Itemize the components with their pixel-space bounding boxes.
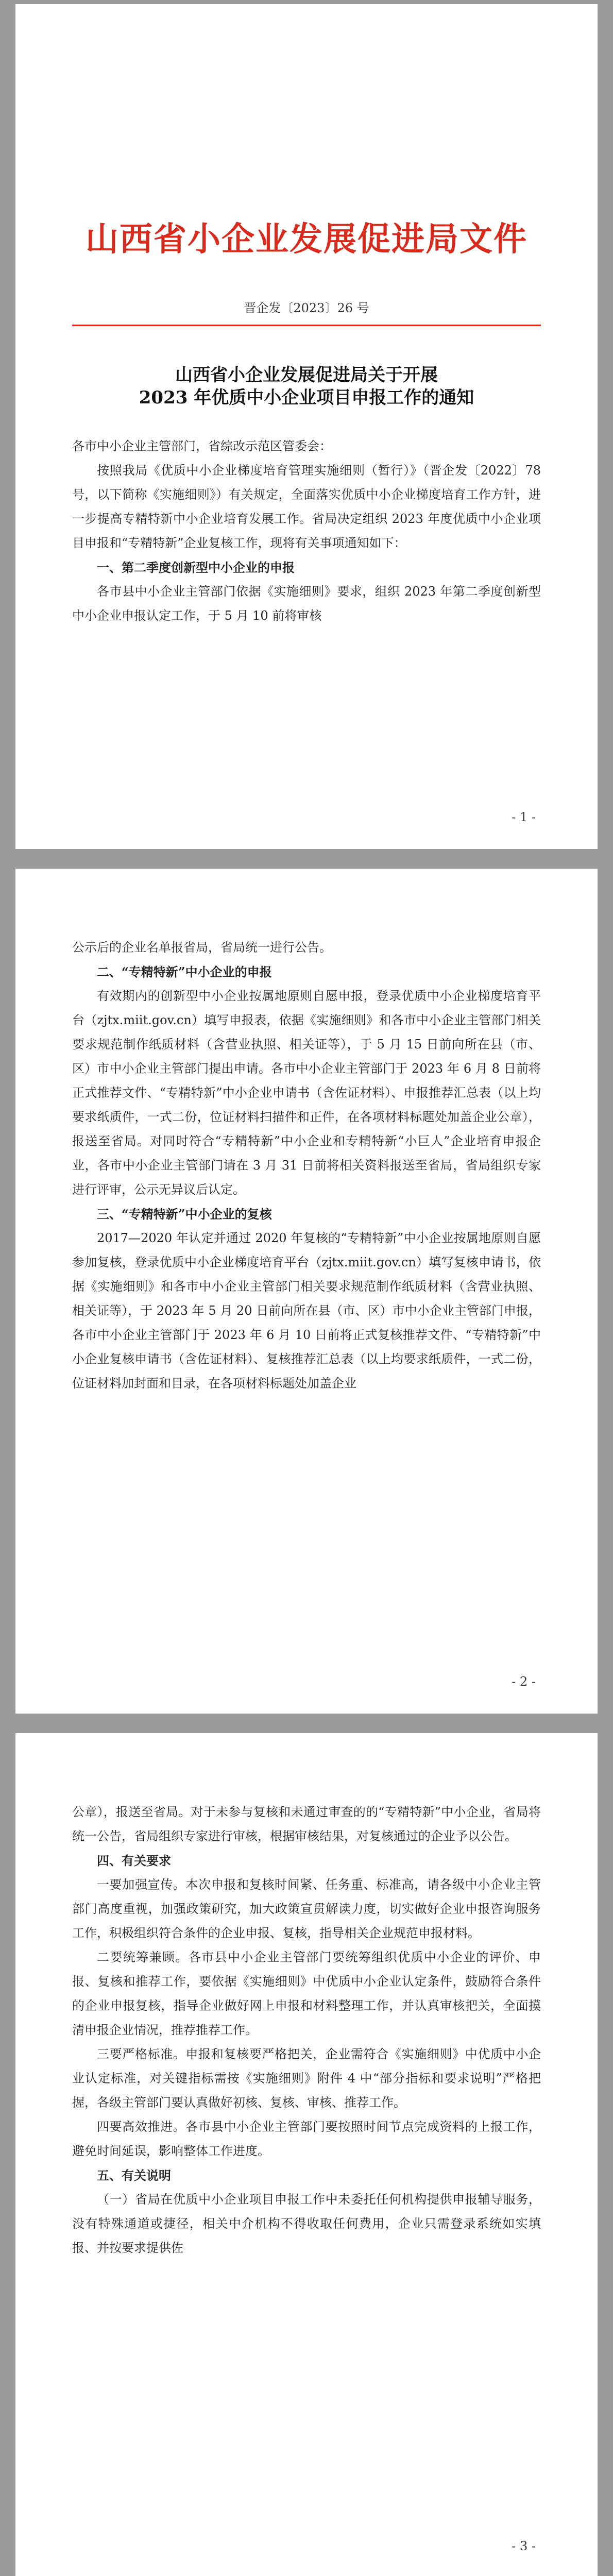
page-number: - 1 - <box>512 810 536 824</box>
paragraph: 公示后的企业名单报省局，省局统一进行公告。 <box>72 940 332 955</box>
paragraph: 各市县中小企业主管部门依据《实施细则》要求，组织 2023 年第二季度创新型中小企业申报认定工作，于 5 月 10 前将审核 <box>72 584 541 623</box>
paragraph: 一要加强宣传。本次申报和复核时间紧、任务重、标准高，请各级中小企业主管部门高度重视，加强政策研究，加大政策宣贯解读力度，切实做好企业申报咨询服务工作，积极组织符合条件的企业申报、复核，指导相关企业规范申报材料。 <box>72 1877 541 1940</box>
paragraph: 按照我局《优质中小企业梯度培育管理实施细则（暂行）》（晋企发〔2022〕78 号，以下简称《实施细则》）有关规定，全面落实优质中小企业梯度培育工作方针，进一步提高专精特新中小企业培育发展工作。省局决定组织 2023 年度优质中小企业项目申报和“专精特新”企业复核工作，现将有关事项通知如下： <box>72 463 541 550</box>
paragraph: 有效期内的创新型中小企业按属地原则自愿申报，登录优质中小企业梯度培育平台（zjtx.miit.gov.cn）填写申报表，依据《实施细则》和各市中小企业主管部门相关要求规范制作纸质材料（含营业执照、相关证等），于 5 月 15 日前向所在县（市、区）市中小企业主管部门提出申请。各市中小企业主管部门于 2023 年 6 月 8 日前将正式推荐文件、“专精特新”中小企业申请书（含佐证材料）、申报推荐汇总表（以上均要求纸质件，一式二份，位证材料扫描件和正件，在各项材料标题处加盖企业公章），报送至省局。对同时符合“专精特新”中小企业和专精特新“小巨人”企业培育申报企业，各市中小企业主管部门请在 3 月 31 日前将相关资料报送至省局，省局组织专家进行评审，公示无异议后认定。 <box>72 989 541 1197</box>
red-divider <box>72 325 541 326</box>
paragraph: （一）省局在优质中小企业项目申报工作中未委托任何机构提供申报辅导服务，没有特殊通道或捷径，相关中介机构不得收取任何费用，企业只需登录系统如实填报、并按要求提供佐 <box>72 2192 541 2255</box>
salutation: 各市中小企业主管部门，省综改示范区管委会： <box>72 439 332 453</box>
document-number: 晋企发〔2023〕26 号 <box>244 301 369 315</box>
body-page-1 <box>72 434 541 628</box>
body-page-3 <box>72 1800 541 2260</box>
title-line-1: 山西省小企业发展促进局关于开展 <box>175 365 438 385</box>
page-1 <box>15 4 598 849</box>
paragraph: 二要统筹兼顾。各市县中小企业主管部门要统筹组织优质中小企业的评价、申报、复核和推荐工作，要依据《实施细则》中优质中小企业认定条件，鼓励符合条件的企业申报复核，指导企业做好网上申报和材料整理工作，并认真审核把关，全面摸清申报企业情况，推荐推荐工作。 <box>72 1950 541 2037</box>
section-heading: 四、有关要求 <box>97 1853 171 1868</box>
paragraph: 四要高效推进。各市县中小企业主管部门要按照时间节点完成资料的上报工作，避免时间延误，影响整体工作进度。 <box>72 2120 541 2158</box>
header-title: 山西省小企业发展促进局文件 <box>86 220 527 259</box>
paragraph: 公章），报送至省局。对于未参与复核和未通过审查的的“专精特新”中小企业，省局将统一公告，省局组织专家进行审核，根据审核结果，对复核通过的企业予以公告。 <box>72 1805 541 1843</box>
body-page-2 <box>72 936 541 1396</box>
section-heading: 三、“专精特新”中小企业的复核 <box>97 1207 272 1222</box>
paragraph: 三要严格标准。申报和复核要严格把关，企业需符合《实施细则》中优质中小企业认定标准，对关键指标需按《实施细则》附件 4 中“部分指标和要求说明”严格把握，各级主管部门要认真做好初核、复核、审核、推荐工作。 <box>72 2047 541 2110</box>
paragraph: 2017—2020 年认定并通过 2020 年复核的“专精特新”中小企业按属地原则自愿参加复核，登录优质中小企业梯度培育平台（zjtx.miit.gov.cn）填写复核申请书，依据《实施细则》和各市中小企业主管部门相关要求规范制作纸质材料（含营业执照、相关证等），于 2023 年 5 月 20 日前向所在县（市、区）市中小企业主管部门申报，各市中小企业主管部门于 2023 年 6 月 10 日前将正式复核推荐文件、“专精特新”中小企业复核申请书（含佐证材料）、复核推荐汇总表（以上均要求纸质件，一式二份，位证材料加封面和目录，在各项材料标题处加盖企业 <box>72 1231 541 1391</box>
page-2 <box>15 869 598 1714</box>
page-number: - 3 - <box>512 2539 536 2553</box>
page-3 <box>15 1733 598 2576</box>
section-heading: 二、“专精特新”中小企业的申报 <box>97 964 272 979</box>
document-title <box>15 364 598 409</box>
page-number: - 2 - <box>512 1674 536 1689</box>
section-heading: 一、第二季度创新型中小企业的申报 <box>97 560 295 575</box>
section-heading: 五、有关说明 <box>97 2168 171 2183</box>
title-line-2: 2023 年优质中小企业项目申报工作的通知 <box>139 387 474 408</box>
